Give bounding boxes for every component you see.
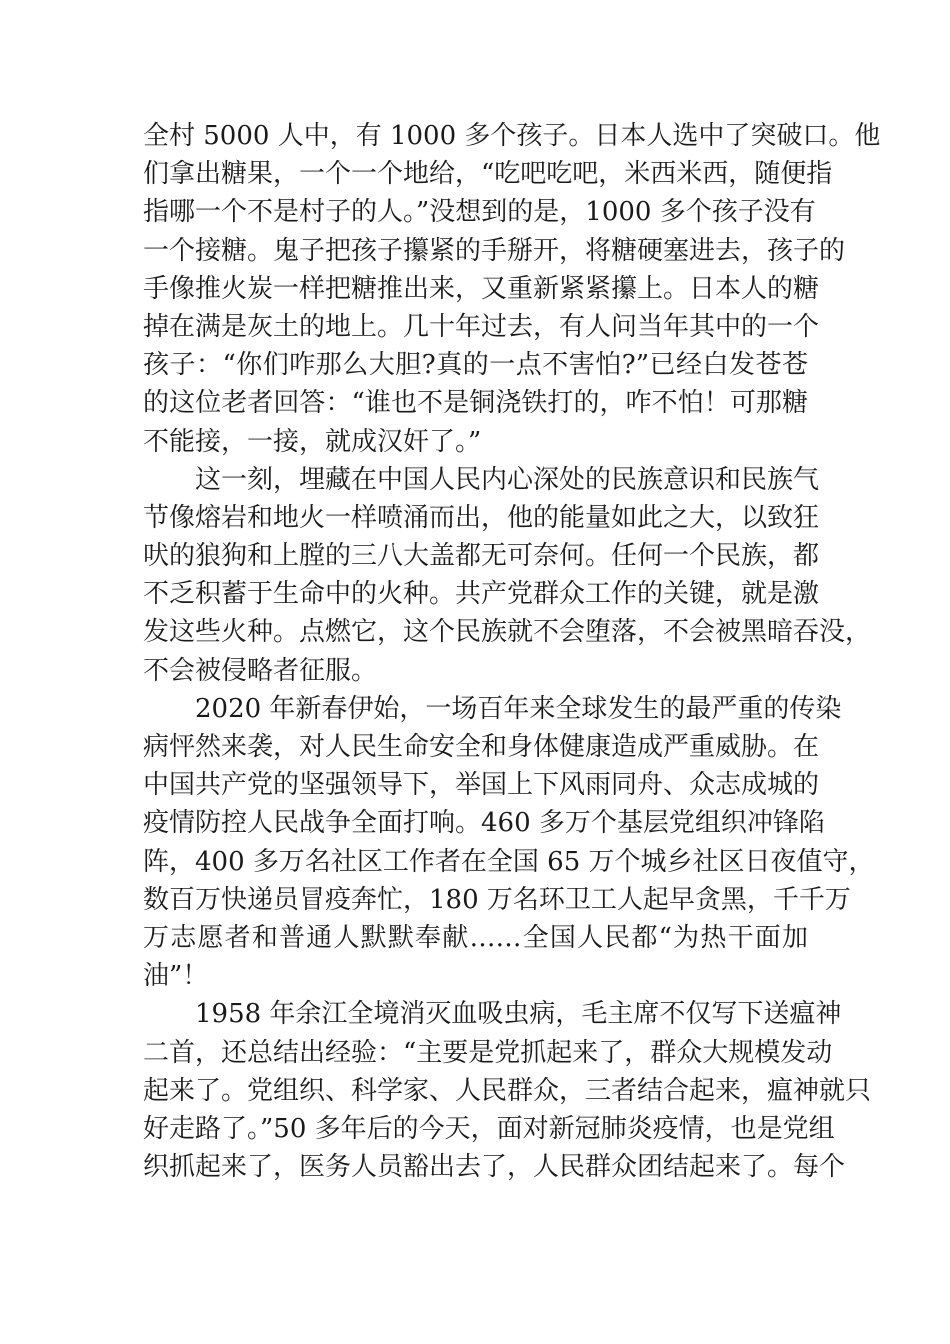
- text-line: 油”！: [143, 961, 209, 992]
- text-line: 疫情防控人民战争全面打响。460 多万个基层党组织冲锋陷: [143, 808, 825, 839]
- text-line: 二首，还总结出经验：“主要是党抓起来了，群众大规模发动: [143, 1037, 833, 1068]
- paragraph-1: [143, 117, 881, 461]
- text-line: 1958 年余江全境消灭血吸虫病，毛主席不仅写下送瘟神: [195, 999, 842, 1030]
- text-line: 万志愿者和普通人默默奉献……全国人民都“为热干面加: [143, 922, 808, 953]
- text-line: 中国共产党的坚强领导下，举国上下风雨同舟、众志成城的: [143, 770, 820, 801]
- text-line: 吠的狼狗和上膛的三八大盖都无可奈何。任何一个民族，都: [143, 541, 820, 572]
- text-line: 手像推火炭一样把糖推出来，又重新紧紧攥上。日本人的糖: [143, 273, 820, 304]
- text-line: 的这位老者回答：“谁也不是铜浇铁打的，咋不怕！可那糖: [143, 388, 808, 419]
- paragraph-4: [143, 995, 872, 1186]
- text-line: 好走路了。”50 多年后的今天，面对新冠肺炎疫情，也是党组: [143, 1113, 835, 1144]
- text-line: 孩子：“你们咋那么大胆?真的一点不害怕?”已经白发苍苍: [143, 350, 808, 381]
- text-line: 病怦然来袭，对人民生命安全和身体健康造成严重威胁。在: [143, 732, 820, 762]
- text-line: 这一刻，埋藏在中国人民内心深处的民族意识和民族气: [195, 464, 820, 495]
- text-line: 指哪一个不是村子的人。”没想到的是，1000 多个孩子没有: [143, 197, 816, 228]
- text-line: 不乏积蓄于生命中的火种。共产党群众工作的关键，就是激: [143, 579, 820, 610]
- text-line: 数百万快递员冒疫奔忙，180 万名环卫工人起早贪黑，千千万: [143, 884, 851, 915]
- text-line: 织抓起来了，医务人员豁出去了，人民群众团结起来了。每个: [143, 1152, 846, 1183]
- body-text: [143, 117, 881, 1186]
- text-line: 掉在满是灰土的地上。几十年过去，有人问当年其中的一个: [143, 311, 820, 342]
- text-line: 2020 年新春伊始，一场百年来全球发生的最严重的传染: [195, 693, 842, 724]
- text-line: 阵，400 多万名社区工作者在全国 65 万个城乡社区日夜值守，: [143, 846, 875, 877]
- text-line: 全村 5000 人中，有 1000 多个孩子。日本人选中了突破口。他: [143, 121, 881, 151]
- text-line: 不能接，一接，就成汉奸了。”: [143, 426, 482, 457]
- paragraph-3: [143, 690, 875, 996]
- text-line: 发这些火种。点燃它，这个民族就不会堕落，不会被黑暗吞没，: [143, 617, 872, 648]
- paragraph-2: [143, 461, 872, 690]
- text-line: 节像熔岩和地火一样喷涌而出，他的能量如此之大，以致狂: [143, 502, 820, 533]
- text-line: 们拿出糖果，一个一个地给，“吃吧吃吧，米西米西，随便指: [143, 159, 833, 190]
- text-line: 不会被侵略者征服。: [143, 655, 378, 686]
- text-line: 一个接糖。鬼子把孩子攥紧的手掰开，将糖硬塞进去，孩子的: [143, 235, 846, 266]
- text-line: 起来了。党组织、科学家、人民群众，三者结合起来，瘟神就只: [143, 1075, 872, 1106]
